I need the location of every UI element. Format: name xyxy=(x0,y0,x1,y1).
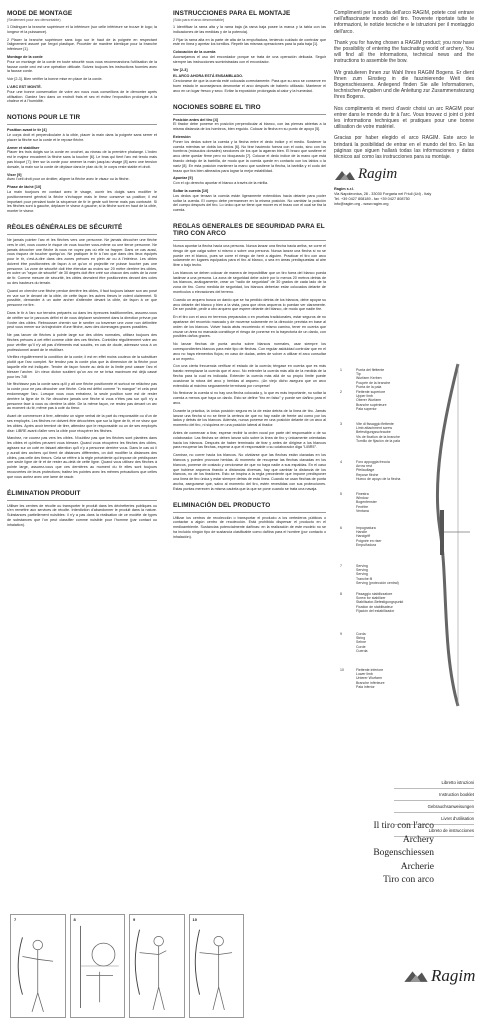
paragraph: Marchez, ne courez pas vers les cibles. N'oubliez pas que les flèches sont plantées dans les cibles et qu'elles peuvent vous blesser. Quand vous récupérez les flèches des cibles, agissez sur un coté en faisant attention qu'il n'y a personne derrière vous. Dans le cas où il y aurait des archers qui tirent de distances différentes, on doit modifier la distances des cibles, pas celle des tireurs. Cela se réfère à la règle précédente qui impose de prédisposer une seule ligne de tir et de rester au-delà de cette ligne. Quand vous utilisez des flèches à pointe large, assurez-vous que ces dernières au moment du tir elles sont toujours recouvertes de leurs protections; traitez les pointes avec les mêmes précautions que celles que vous auriez avec une lame de rasoir. xyxy=(7,436,157,479)
bow-part-label xyxy=(340,526,430,547)
paragraph: Los blancos se deben colocar de manera de imposibilitar que un tiro fuera del blanco pueda lastimar a una persona. La zona de seguridad debe cubrir por lo menos 20 metros detrás de los blancos, análogamente, crear un "radio de seguridad" de 30 grados de cada lado de la zona de tiro. Como medida de seguridad, los blancos deberían estar colocados delante de montículos o elevaciones del terreno. xyxy=(173,270,326,295)
section-subtitle: (Sólo para el arco desmontable) xyxy=(173,18,225,22)
section-title: ELIMINACIÓN DEL PRODUCTO xyxy=(173,501,271,509)
bow-part-label xyxy=(340,668,430,689)
paragraph: Pour un montage de la corde en toute sécurité nous vous recommandons l'utilisation de la fausse corde ceci est une opération délicate. Suivez toujours les instructions fournies avec la fausse corde. xyxy=(7,59,157,74)
bow-part-name: Fixation de stabilisateur xyxy=(356,604,393,609)
illustration-number: 9 xyxy=(133,917,136,922)
paragraph: No lanzar flechas de punta ancha sobre blancos normales, usar siempre los correspondientes blancos para este tipo de flechas. Con regular asiduidad controlar que en el arco no haya elementos flojos; en caso de dudas, antes de volver a utilizar el arco consultar a un experto. xyxy=(173,342,326,361)
bow-part-name: Upper limb xyxy=(356,394,373,399)
section-title: INSTRUCCIONES PARA EL MONTAJE xyxy=(173,10,291,17)
tab-french: Livret d'utilisation xyxy=(394,813,474,825)
paragraph: Antes de comenzar a tirar, esperar recibir la orden vocal por parte del responsable o de su colaborador. Las flechas se deben lanzar sólo sobre la línea de tiro y únicamente orientadas hacia los blancos. Después de haber terminado de tirar y antes de dirigirse a los blancos para recuperar las flechas, esperar a que el responsable o su colaborador diga "LIBRE". xyxy=(173,431,326,450)
paragraph: 1 Identificar la rama alta y la rama baja (la rama baja posee la marca y la tabla con las indicaciones de las medidas y de la potencia). xyxy=(173,25,326,34)
paragraph: 2 Placer la branche supérieure sans logo sur le haut de la poignée en respectant l'alignement assuré par l'ergot plastique. Procéder de manière identique pour la branche inférieure [1]. xyxy=(7,37,157,52)
paragraph: Nunca apuntar la flecha hacia una persona. Nunca lanzar una flecha hacia arriba, se corre el riesgo de que caiga sobre sí mismo o sobre una persona. Nunca lanzar una flecha si no se puede ver el blanco, pues se corre el riesgo de herir a alguien. Practicar el tiro con arco solamente en lugares equipados para el tiro al blanco, o sea en áreas predispuestas al aire libre o bajo techo. xyxy=(173,243,326,268)
spanish-column xyxy=(173,10,326,543)
bow-part-name: Punta del flettente xyxy=(356,368,385,372)
company-address: Via Napoleonica, 28 - 33030 Forgaria nel Friuli (Ud) - Italy xyxy=(334,192,432,197)
paragraph: No flexionar la cuerda si no hay una flecha colocada y, lo que es más importante, no soltar la cuerda a menos que haya un dardo. Esto se define "tiro en falso" y puede ser dañino para el arco. xyxy=(173,391,326,406)
bow-part-label xyxy=(340,564,430,585)
bow-part-name: Unterer Wurfarm xyxy=(356,676,382,681)
archer-release-icon xyxy=(190,915,244,1017)
bow-part-name: Tranche fil xyxy=(356,576,373,581)
paragraph: Le corps droit et perpendiculaire à la cible, placer la main dans la poignée sans serrer et placer la flèche sur la corde et le repose flèche. xyxy=(7,132,157,142)
paragraph: Pour une bonne conservation de votre arc nous vous conseillons de le démonter après utilisation. Gardez l'arc dans un endroit frais et sec et évitez l'exposition prolongée à la chaleur et à l'humidité. xyxy=(7,89,157,104)
bow-part-label xyxy=(340,592,430,613)
divider xyxy=(7,500,157,501)
bow-part-name: Flettente inferiore xyxy=(356,668,384,672)
bow-part-name: Window xyxy=(356,496,369,501)
bow-part-label xyxy=(340,390,430,411)
bow-part-number: 1 xyxy=(340,368,342,372)
divider xyxy=(173,240,326,241)
paragraph: El tirador debe ponerse en posición perpendicular al blanco, con las piernas abiertas a la misma distancia de los hombros, bien erguido. Colocar la flecha en su punto de apoyo [5]. xyxy=(173,122,326,132)
subheading: L'ARC EST MONTÉ. xyxy=(7,84,42,89)
paragraph: Avant de commencer à tirer, attendez un signe verbal de la part du responsable ou d'un de ses employés. Les flèches ne doivent être décochées que sur la ligne de tir, et ne visez que les cibles. Après avoir terminé de tirer, attendez que le responsable ou un de ses employés dise: LIBRE avant d'aller vers la cible pour récupérer les flèches. xyxy=(7,414,157,433)
bow-part-name: Foro appoggia freccia xyxy=(356,460,390,464)
brand-name: Ragim xyxy=(358,166,398,183)
paragraph: Caminar, no correr hacia los blancos. No olvidarse que las flechas están clavadas en los blancos y pueden provocar heridas. Al momento de recuperar las flechas clavadas en los blancos, ponerse de costado y cerciorarse de que no haya nadie a sus espaldas. En el caso que hubiese arqueros tirando a distancias diversas, hay que cambiar la distancia de los blancos, no de los tiradores. Esto se inspira a la regla precedente que impone predisponer una línea de tiro única y estar siempre detrás de esta línea. Cuando se usan flechas de punta ancha, asegurarse que, salvo al momento del tiro, estén revestidas con sus protecciones. Estas puntas merecen la misma cautela que la que se pone cuando se trata una navaja. xyxy=(173,453,326,491)
intro-french: Nos compliments et merci d'avoir choisi un arc RAGIM pour entrer dans le monde du tir à l'arc. Vous trouvez ci joint ci joint les informations techniques et pratiques pour une bonne utilisation de votre matériel. xyxy=(334,105,474,131)
paragraph: Ne fléchissez pas la corde sans qu'il y ait une flèche positionnée et surtout ne relâchez pas la corde pour ne pas décocher une flèche. Cela est défini comme "in mangue" et cela peut endommager l'arc. Lorsque vous vous entrainez, la seule position sure est de rester derrière la ligne de tir. Ne décochez jamais une flèche si vous n'êtes pas sur qu'il n'y a personne face à vous ou derrière la cible. De la même façon, ne restez pas devant un arc au moment du tir, même pas à coté du tireur. xyxy=(7,382,157,411)
bow-part-name: Branche supérieure xyxy=(356,402,387,407)
bow-part-name: Fenêtre xyxy=(356,504,369,509)
bow-part-number: 4 xyxy=(340,460,342,464)
section-title: ÉLIMINATION PRODUIT xyxy=(7,489,81,497)
illustration-number: 7 xyxy=(14,917,17,922)
bow-part-name: Bogenfenster xyxy=(356,500,377,505)
illustration-step xyxy=(129,914,185,1018)
bow-part-name: Finestra xyxy=(356,492,369,496)
paragraph: Quand on cherche une flèche perdue derrière les cibles, il faut toujours laisser son arc posé en vue sur le devant de la cible, de cette façon les autres tireurs le voient clairement. Si possible, demander à un autre archer d'attendre devant la cible, de façon à ce que personne ne tire. xyxy=(7,288,157,308)
section-title: MODE DE MONTAGE xyxy=(7,10,73,17)
company-phone: Tel. +39 0427 808189 - fax +39 0427 808750 xyxy=(334,197,410,202)
illustration-step xyxy=(10,914,66,1018)
paragraph: Avec l'oeil droit pour un droitier, aligner la flèche avec le visaur ou la flèche. xyxy=(7,177,130,182)
bow-parts-diagram xyxy=(340,360,474,710)
bow-part-name: Wurfarm Kerben xyxy=(356,376,382,381)
title-german: Bogenschiessen xyxy=(373,848,434,858)
divider xyxy=(173,114,326,115)
bow-part-name: Hueco de apoyo de la flecha xyxy=(356,476,401,481)
bow-part-number: 9 xyxy=(340,632,342,636)
company-address-block xyxy=(334,187,474,207)
bow-part-label xyxy=(340,422,430,443)
archer-aiming-icon xyxy=(130,915,184,1017)
bow-part-number: 6 xyxy=(340,526,342,530)
bow-part-name: Arrow rest xyxy=(356,464,372,469)
bow-part-name: Lower limb xyxy=(356,672,373,677)
illustration-step xyxy=(189,914,245,1018)
bow-part-name: Repose flèche xyxy=(356,472,379,477)
bow-part-name: Fissaggio stabilizzatore xyxy=(356,592,393,596)
subheading: EL ARCO AHORA ESTÁ ENSAMBLADO. xyxy=(173,74,243,79)
bow-part-name: Limb attachment screw xyxy=(356,426,392,431)
section-shooting xyxy=(173,104,326,213)
tab-german: Gebrauchsanweisungen xyxy=(394,801,474,813)
bow-part-name: Pala inferior xyxy=(356,684,375,689)
bow-part-name: Impugnatura xyxy=(356,526,376,530)
subheading: Ver [2-3] xyxy=(173,67,188,72)
subheading: Apuntar [9] xyxy=(173,176,193,181)
subheading: Extensión xyxy=(173,134,191,139)
subheading: Phase de lâché [10] xyxy=(7,185,42,190)
bow-part-number: 10 xyxy=(340,668,344,672)
paragraph: La main tourjours en contact avec le visage, ouvrir les doigts sans modifier le positionnement général la flèche s'échappe mais le tireur conserve sa position; il est important pour pendant toute la séquence de tir le geste soit ferme mais pas contracté. Si les flèches sont à gauche, déplacer le viseur à gauche; si la flèche sont en haut de la cible, monter le viseur. xyxy=(7,189,157,214)
bow-part-label xyxy=(340,632,430,653)
bow-part-number: 2 xyxy=(340,390,342,394)
intro-italian: Complimenti per la scelta dell'arco RAGIM, potete così entrare nell'affascinante mondo del tiro. Troverete riportate tutte le informazioni, le notizie tecniche e le istruzioni per il montaggio dell'arco. xyxy=(334,10,474,35)
bow-part-name: Cuerda xyxy=(356,648,368,653)
bow-part-name: Poignée en riser xyxy=(356,538,382,543)
bow-part-name: Empuñadura xyxy=(356,542,377,547)
intro-column xyxy=(334,10,474,207)
tab-spanish: Libreto de instrucciones xyxy=(394,825,474,837)
bow-part-name: Corda xyxy=(356,632,366,636)
divider xyxy=(7,124,157,125)
section-title: REGLAS GENERALES DE SEGURIDAD PARA EL TIRO CON ARCO xyxy=(173,222,325,237)
section-title: RÈGLES GÉNÉRALES DE SÉCURITÉ xyxy=(7,223,123,231)
bow-part-name: Handgriff xyxy=(356,534,371,539)
bow-part-name: Serving xyxy=(356,572,368,577)
paragraph: Cuando un arquero busca un dardo que se ha perdido detrás de los blancos, debe apoyar su arco delante del blanco y bien a la vista, para que otros arqueros lo puedan ver claramente. De ser posible, pedir a otro arquero que espere delante del blanco, de modo que nadie tire. xyxy=(173,297,326,312)
archer-face-icon xyxy=(71,915,125,1017)
paragraph: 2 Fijar la rama alta en la parte de alta de la empuñadura, teniendo cuidado de controlar que este en línea y apretar los tornillos. Repetir las mismas operaciones para la pala baja [1]. xyxy=(173,37,326,47)
section-shooting xyxy=(7,114,157,214)
paragraph: Aconsejamos el uso del encordador porque se trata de una operación delicada. Seguir siempre las instrucciones suministradas con el encordador. xyxy=(173,54,326,64)
archer-figure-icon xyxy=(11,915,65,1017)
section-disposal xyxy=(7,490,157,528)
section-subtitle: (Seulement pour arc démontable) xyxy=(7,18,61,22)
bow-part-label xyxy=(340,460,430,481)
brand-logo xyxy=(334,166,474,183)
bow-part-number: 8 xyxy=(340,592,342,596)
section-title: NOTIONS POUR LE TIR xyxy=(7,114,81,122)
intro-spanish: Gracias por haber elegido el arco RAGIM. Este arco le brindará la posibilidad de entrar en el mundo del tiro. En las páginas que siguen hallará todas las informaciones y datos técnicos así como las instrucciones para su montaje. xyxy=(334,135,474,161)
archer-illustrations xyxy=(10,914,244,1018)
company-email: info@ragim.org - www.ragim.org xyxy=(334,202,389,207)
subheading: Posición antes del tiro [4] xyxy=(173,117,218,122)
paragraph: Vérifiez régulièrement la condition de la corde; il est en effet moins couteux de la substituer plutôt que l'arc complet. Ne tendez pas la corde plus que la dimension de la flèche pour laquelle elle est indiquée. Tendre de façon forcée au delà de la limite peut casser l'arc el blesser l'archer. Un vieux dicton soutient qu'un arc ne se brisa maximum est déjà cassé pour les 7/8! xyxy=(7,355,157,379)
bow-part-name: Befestigungsschraube xyxy=(356,430,391,435)
bow-part-name: Pala superior xyxy=(356,406,377,411)
paragraph: Voir [2-3]. Bien vérifier la bonne mise en place de la corde. xyxy=(7,77,103,82)
divider xyxy=(173,512,326,513)
bow-part-name: Branche inférieure xyxy=(356,680,385,685)
paragraph: Durante la práctica, la única posición segura es la de estar detrás de la línea de tiro. Jamás lanzar una flecha si no se tiene la certeza de que no hay nadie de frente así como por los lados y detrás de los blancos. Además, nunca ponerse en una posición delante de un arco al momento del tiro, ni siquiera en una posición lateral al tirador. xyxy=(173,408,326,428)
bow-part-name: Punta de la pala xyxy=(356,384,382,389)
bow-part-name: Flettente superiore xyxy=(356,390,386,394)
title-english: Archery xyxy=(402,834,434,845)
bow-part-name: Serving xyxy=(356,564,368,568)
bow-part-name: Serving xyxy=(356,568,368,573)
subheading: Montage de la corde xyxy=(7,54,43,59)
paragraph: Utiliser les centres de récolte ou transporter le produit dans les déchetteries publiques ou s'en remettre aux services de récolte. Interdiction d'abandonner le produit dans la nature. Substances partiellement nuisibles: il n'y a pas dans la réalisation de ce modèle de types de substances que l'on peut classifier comme nuisible pour l'homme (par contact ou inhalation). xyxy=(7,503,157,527)
footer-brand-logo xyxy=(403,966,475,986)
bow-part-number: 7 xyxy=(340,564,342,568)
illustration-number: 10 xyxy=(192,917,197,922)
paragraph: Placer les trois doigts sur la corde en crochet, au niveau de la première phalange. L'index est le majeur encadrent la flèche sans la toucher [6]. Le bras qui tient l'arc est tendu mais pas bloqué [7]; tirer sur la corde pour amener la main jusqu'au visage [8] avec une tension dorsale, la main sur la corde de déplace dans le plan du tir, le corps reste stable et droit. xyxy=(7,150,157,169)
subheading: Armer et stabiliser xyxy=(7,145,40,150)
title-spanish: Tiro con arco xyxy=(383,875,434,885)
section-safety xyxy=(173,223,326,492)
bow-part-name: Vite di fissaggio flettente xyxy=(356,422,394,426)
bow-part-name: Pfeilauflage xyxy=(356,468,375,473)
ragim-logo-icon xyxy=(334,169,356,181)
title-french: Archerie xyxy=(400,861,434,872)
subheading: Position avant le tir [4] xyxy=(7,128,47,133)
bow-part-number: 3 xyxy=(340,422,342,426)
bow-part-name: Screw for stabilizer xyxy=(356,596,386,601)
bow-part-name: Oberer Wurfarm xyxy=(356,398,382,403)
divider xyxy=(7,234,157,235)
ragim-logo-icon xyxy=(403,969,429,983)
paragraph: Dans le tir à l'arc sur terrains préparés ou dans les épreuves traditionnelles, assurez-vous de vérifier sur le parcours défini et de vous déplacer seulement dans la direction prévue par l'ordre des cibles. Rebrousser chemin sur le sentier ou traverser une zone non délimitée peut vous mener sur la trajectoire d'une flèche, avec des dommages graves possibles. xyxy=(7,311,157,330)
paragraph: En el tiro con el arco en terrenos preparados o en pruebas tradicionales, estar seguros de no apartarse del recorrido marcado y de moverse solamente en la dirección prevista en base al orden de los blancos. Volver hacia atrás recorriendo el mismo camino, tener en cuenta que cruzar un área no marcada constituye el riesgo de ponerse en la trayectoria de un dardo, con posibles daños graves. xyxy=(173,315,326,339)
section-title: NOCIONES SOBRE EL TIRO xyxy=(173,103,261,111)
intro-english: Thank you for having chosen a RAGIM product; you now have the possibility of entering the fascinating world of archery. You will find all the informations, technical news and the instructions to assemble the bow. xyxy=(334,39,474,65)
cover-titles xyxy=(334,820,434,888)
french-column xyxy=(7,10,157,531)
bow-part-name: Handle xyxy=(356,530,368,535)
bow-part-name: Vis de fixation de la branche xyxy=(356,434,400,439)
subheading: Colocación de la cuerda xyxy=(173,50,216,55)
paragraph: Ne pas lancer de flèches à pointe large sur des cibles normales, utilisez toujours des flèches prévues à cet effet comme cible des ces flèches. Contrôlez régulièrement votre arc pour vérifier qu'il n'y ait pas d'éléments mal soudés, en cas de doute, adressez vous à un professionnel avant de le réutiliser. xyxy=(7,333,157,352)
paragraph: Ne jamais pointer l'arc et les flèches vers une personne. Ne jamais décocher une flèche vers le ciel, vous courez le risque de vous toucher vous-même ou une tierce personne. Ne jamais décocher une flèche là vous ne voyez pas où elle va frapper. Dans ce cas aussi, vous risquez de toucher quelqu'un. Ne pratiquer le tir à l'arc que dans des lieux équipés pour le tir, c'est-à-dire dans des zones prévues en plein air ou à l'intérieur. Les cibles doivent être positionnées de façon à ce qu'un ni projectile ne puisse toucher pas une personne. La zone de sécurité doit être étendue au moins sur 20 mètre derrière les cibles, en outre un "rayon de sécurité" de 30 degrés doit être créé sur chacun des cotés de la zone de tir. Comme mesure de sécurité, les cibles devraient être positionnées devant des coles ou des hauteurs du terrain. xyxy=(7,237,157,286)
section-disposal xyxy=(173,502,326,540)
brand-name: Ragim xyxy=(431,966,476,985)
bow-part-number: 5 xyxy=(340,492,342,496)
intro-german: Wir gratulieren Ihnen zur Wahl Ihres RAGIM Bogens. Er dient Ihnen zum Einstieg in die faszinierende Welt des Bogenschiessens. Anliegend finden Sie alle Informationen, technischen Angaben und die Anleitung zur Zusammenstezung Ihres Bogens. xyxy=(334,69,474,101)
title-italian: Il tiro con l'arco xyxy=(373,821,434,831)
paragraph: Con una cierta frecuencia verificar el estado de la cuerda; téngase en cuenta que es más barato reemplazar la cuerda que el arco. No extender la cuerda más allá de la medida de la flecha para la cual es indicada. Extender la cuerda más allá de su propio límite puede ocasionar la rotura del arco y heridas al arquero. ¡Un viejo dicho asegura que un arco extendido al máximo seguramente terminará por romperse! xyxy=(173,364,326,388)
paragraph: 1 Distinguer la branche supérieure et la inférieure (sur celle inférieure se trouve le logo; la longeur et la puissance). xyxy=(7,25,157,34)
bow-part-name: Sehne xyxy=(356,640,367,645)
company-name: Ragim s.r.l. xyxy=(334,187,355,192)
paragraph: Con el ojo derecho apuntar el blanco a través de la mirilla. xyxy=(173,181,269,186)
paragraph: Poner los dedos sobre la cuerda y la flecha entre el dedo índice y el medio. Sostener la cuerda mientras se dobla los dedos [6]. No tirar haciendo fuerza con el codo, sino con los hombros (músculos dorsales) secciones de los que la agarran bien. El brazo que sostiene el arco debe quedar firme pero no bloqueado [7]. Colocar el dedo índice de la mano que está tirando debajo de la barbilla, de modo que la cuerda quede en contacto con los labios o la nariz [8]. En esta posición mantener la mano que sostiene la flecha, la barbilla y el codo del brazo que tira bien alineados para lograr la mejor estabilidad. xyxy=(173,139,326,173)
section-safety xyxy=(7,224,157,480)
paragraph: Los dedos que tensan la cuerda están ligeramente extendidos hacia delante para poder soltar la cuerda. El cuerpo debe permanecer en la misma posición. No cambiar la posición del cuerpo después del tiro. Lo único que se tiene que mover es el brazo con el cual se tira la cuerda. xyxy=(173,193,326,213)
tab-italian: Libretto istruzioni xyxy=(394,777,474,789)
bow-part-name: Tip xyxy=(356,372,361,377)
bow-part-name: Stabilisator-Befestigungspunkt xyxy=(356,600,404,605)
paragraph: Cerciorarse de que la cuerda esté colocada correctamente. Para que su arco se conserve en buen estado le aconsejamos desmontar el arco después de haberlo utilizado. Mantener el arco en un lugar fresco y seco. Evitar la exposición prolongada al calor y la humedad. xyxy=(173,79,326,93)
tab-english: Instruction booklet xyxy=(394,789,474,801)
bow-part-name: Poupée de la branche xyxy=(356,380,391,385)
bow-part-name: Corde xyxy=(356,644,366,649)
illustration-number: 8 xyxy=(73,917,76,922)
bow-part-name: String xyxy=(356,636,366,641)
bow-part-name: Fijación del estabilizador xyxy=(356,608,395,613)
bow-part-label xyxy=(340,492,430,513)
bow-part-name: Serving (protección central) xyxy=(356,580,399,585)
bow-part-name: Ventana xyxy=(356,508,369,513)
paragraph: Utilizar los centros de recolección o transportar el producto a los vertederos públicos o contactar a algún centro de recolección. Está prohibido dispersar el producto en el medioambiente. Sustancias potencialmente dañinas: en la realización de este modelo no se ha incluido ningún tipo de sustancia clasificable como dañina para el hombre (por contacto o inhalación). xyxy=(173,515,326,539)
illustration-step xyxy=(70,914,126,1018)
bow-part-name: Tornillo de fijación de la pala xyxy=(356,438,400,443)
bow-part-label xyxy=(340,368,430,389)
subheading: Soltar la cuerda [10] xyxy=(173,188,209,193)
subheading: Viser [9] xyxy=(7,172,22,177)
